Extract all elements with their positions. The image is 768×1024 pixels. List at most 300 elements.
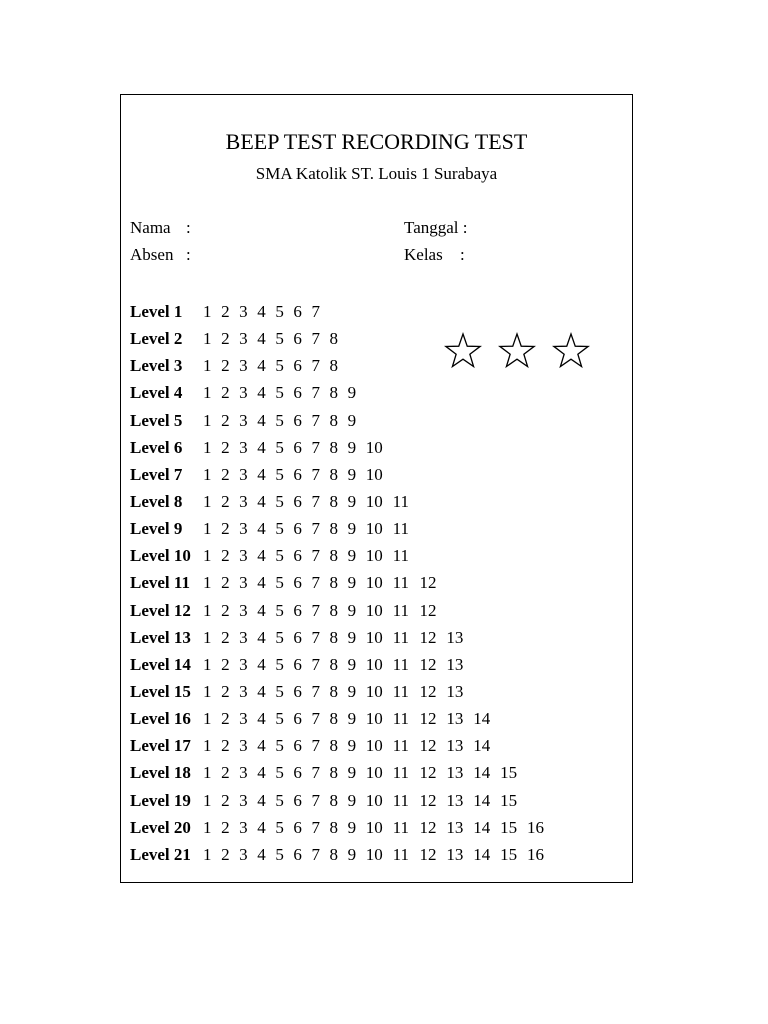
- recording-sheet: [120, 94, 633, 883]
- shuttle-number[interactable]: 8: [329, 763, 339, 783]
- shuttle-number[interactable]: 3: [239, 302, 248, 321]
- absen-label: Absen: [130, 245, 174, 264]
- level-label: Level 21: [130, 844, 191, 864]
- shuttle-number[interactable]: 11: [392, 573, 409, 593]
- shuttle-number[interactable]: 13: [446, 763, 464, 783]
- shuttle-number[interactable]: 4: [257, 383, 266, 403]
- shuttle-number[interactable]: 7: [311, 546, 320, 566]
- shuttle-number[interactable]: 2: [221, 844, 230, 864]
- shuttle-number[interactable]: 12: [419, 654, 437, 674]
- shuttle-number[interactable]: 12: [419, 736, 437, 756]
- shuttle-number[interactable]: 3: [239, 790, 248, 810]
- shuttle-number[interactable]: 4: [257, 763, 266, 783]
- level-label: Level 4: [130, 383, 183, 403]
- shuttle-number[interactable]: 10: [365, 464, 383, 484]
- shuttle-number[interactable]: 1: [203, 491, 212, 511]
- shuttle-number[interactable]: 6: [293, 491, 302, 511]
- level-row: [130, 515, 554, 542]
- shuttle-number[interactable]: 4: [257, 410, 266, 430]
- shuttle-number[interactable]: 5: [275, 519, 284, 539]
- shuttle-number[interactable]: 5: [275, 627, 284, 647]
- shuttle-number[interactable]: 11: [392, 519, 409, 539]
- shuttle-number[interactable]: 7: [311, 709, 320, 729]
- shuttle-number[interactable]: 8: [329, 383, 339, 403]
- shuttle-number[interactable]: 1: [203, 464, 212, 484]
- level-label: Level 15: [130, 681, 191, 701]
- shuttle-number[interactable]: 5: [275, 356, 284, 376]
- shuttle-number[interactable]: 4: [257, 600, 266, 620]
- shuttle-number[interactable]: 2: [221, 519, 230, 539]
- shuttle-number[interactable]: 6: [293, 546, 302, 566]
- shuttle-number[interactable]: 6: [293, 437, 302, 457]
- shuttle-number[interactable]: 8: [329, 600, 339, 620]
- tanggal-label: Tanggal: [404, 218, 459, 237]
- shuttle-number[interactable]: 10: [365, 600, 383, 620]
- absen-colon: :: [186, 245, 191, 264]
- shuttle-number[interactable]: 2: [221, 464, 230, 484]
- shuttle-number[interactable]: 2: [221, 302, 230, 321]
- shuttle-number[interactable]: 9: [347, 491, 357, 511]
- shuttle-number[interactable]: 2: [221, 600, 230, 620]
- star-outline-icon[interactable]: [551, 331, 591, 371]
- shuttle-number[interactable]: 9: [347, 383, 357, 403]
- shuttle-number[interactable]: 6: [293, 302, 302, 321]
- shuttle-number[interactable]: 4: [257, 709, 266, 729]
- shuttle-number[interactable]: 9: [347, 410, 357, 430]
- shuttle-number[interactable]: 2: [221, 573, 230, 593]
- shuttle-number[interactable]: 13: [446, 654, 464, 674]
- shuttle-number[interactable]: 9: [347, 817, 357, 837]
- shuttle-number[interactable]: 13: [446, 681, 464, 701]
- shuttle-number[interactable]: 7: [311, 654, 320, 674]
- star-outline-icon[interactable]: [443, 331, 483, 371]
- shuttle-number[interactable]: 1: [203, 519, 212, 539]
- shuttle-number[interactable]: 9: [347, 519, 357, 539]
- shuttle-number[interactable]: 1: [203, 383, 212, 403]
- shuttle-number[interactable]: 1: [203, 302, 212, 321]
- shuttle-number[interactable]: 5: [275, 464, 284, 484]
- shuttle-number[interactable]: 9: [347, 464, 357, 484]
- shuttle-number[interactable]: 3: [239, 573, 248, 593]
- shuttle-number[interactable]: 13: [446, 736, 464, 756]
- shuttle-number[interactable]: 11: [392, 654, 409, 674]
- shuttle-number[interactable]: 13: [446, 817, 464, 837]
- shuttle-number[interactable]: 8: [329, 573, 339, 593]
- level-label: Level 5: [130, 410, 183, 430]
- shuttle-number[interactable]: 8: [329, 546, 339, 566]
- star-rating: [443, 331, 591, 371]
- shuttle-number[interactable]: 6: [293, 600, 302, 620]
- shuttle-number[interactable]: 7: [311, 329, 320, 349]
- shuttle-number[interactable]: 6: [293, 573, 302, 593]
- shuttle-number[interactable]: 7: [311, 763, 320, 783]
- shuttle-number[interactable]: 9: [347, 709, 357, 729]
- shuttle-number[interactable]: 4: [257, 817, 266, 837]
- shuttle-number[interactable]: 1: [203, 410, 212, 430]
- shuttle-number[interactable]: 9: [347, 546, 357, 566]
- shuttle-number[interactable]: 8: [329, 736, 339, 756]
- shuttle-number[interactable]: 12: [419, 627, 437, 647]
- shuttle-number[interactable]: 1: [203, 790, 212, 810]
- shuttle-number[interactable]: 15: [500, 817, 518, 837]
- shuttle-number[interactable]: 5: [275, 329, 284, 349]
- shuttle-number[interactable]: 10: [365, 437, 383, 457]
- shuttle-number[interactable]: 10: [365, 709, 383, 729]
- shuttle-number[interactable]: 8: [329, 654, 339, 674]
- shuttle-number[interactable]: 11: [392, 600, 409, 620]
- shuttle-number[interactable]: 1: [203, 573, 212, 593]
- level-row: [130, 787, 554, 814]
- shuttle-number[interactable]: 1: [203, 356, 212, 376]
- shuttle-number[interactable]: 8: [329, 817, 339, 837]
- shuttle-number[interactable]: 3: [239, 736, 248, 756]
- shuttle-number[interactable]: 10: [365, 817, 383, 837]
- shuttle-number[interactable]: 14: [473, 817, 491, 837]
- shuttle-number[interactable]: 9: [347, 844, 357, 864]
- shuttle-number[interactable]: 16: [527, 844, 545, 864]
- shuttle-number[interactable]: 4: [257, 573, 266, 593]
- shuttle-number[interactable]: 10: [365, 519, 383, 539]
- level-list: [130, 298, 554, 868]
- shuttle-number[interactable]: 7: [311, 356, 320, 376]
- shuttle-number[interactable]: 5: [275, 600, 284, 620]
- shuttle-number[interactable]: 1: [203, 817, 212, 837]
- shuttle-number[interactable]: 7: [311, 573, 320, 593]
- shuttle-number[interactable]: 1: [203, 709, 212, 729]
- shuttle-number[interactable]: 12: [419, 681, 437, 701]
- shuttle-number[interactable]: 10: [365, 491, 383, 511]
- level-label: Level 2: [130, 329, 183, 349]
- level-row: [130, 542, 554, 569]
- shuttle-number[interactable]: 11: [392, 709, 409, 729]
- shuttle-number[interactable]: 3: [239, 383, 248, 403]
- shuttle-number[interactable]: 4: [257, 464, 266, 484]
- shuttle-number[interactable]: 2: [221, 410, 230, 430]
- shuttle-number[interactable]: 2: [221, 763, 230, 783]
- shuttle-number[interactable]: 8: [329, 356, 339, 376]
- shuttle-number[interactable]: 10: [365, 546, 383, 566]
- level-label: Level 6: [130, 437, 183, 457]
- shuttle-number[interactable]: 5: [275, 437, 284, 457]
- shuttle-number[interactable]: 14: [473, 709, 491, 729]
- nama-field: [130, 218, 191, 238]
- kelas-label: Kelas: [404, 245, 443, 264]
- shuttle-number[interactable]: 13: [446, 844, 464, 864]
- level-row: [130, 488, 554, 515]
- shuttle-number[interactable]: 4: [257, 519, 266, 539]
- shuttle-number[interactable]: 2: [221, 736, 230, 756]
- level-label: Level 12: [130, 600, 191, 620]
- shuttle-number[interactable]: 7: [311, 437, 320, 457]
- shuttle-number[interactable]: 14: [473, 736, 491, 756]
- shuttle-number[interactable]: 3: [239, 410, 248, 430]
- level-label: Level 3: [130, 356, 183, 376]
- shuttle-number[interactable]: 12: [419, 573, 437, 593]
- shuttle-number[interactable]: 3: [239, 763, 248, 783]
- shuttle-number[interactable]: 3: [239, 491, 248, 511]
- shuttle-number[interactable]: 12: [419, 817, 437, 837]
- shuttle-number[interactable]: 1: [203, 844, 212, 864]
- shuttle-number[interactable]: 6: [293, 654, 302, 674]
- shuttle-number[interactable]: 5: [275, 654, 284, 674]
- shuttle-number[interactable]: 10: [365, 790, 383, 810]
- shuttle-number[interactable]: 6: [293, 681, 302, 701]
- shuttle-number[interactable]: 3: [239, 627, 248, 647]
- shuttle-number[interactable]: 6: [293, 817, 302, 837]
- shuttle-number[interactable]: 2: [221, 654, 230, 674]
- shuttle-number[interactable]: 8: [329, 627, 339, 647]
- shuttle-number[interactable]: 9: [347, 654, 357, 674]
- level-label: Level 17: [130, 736, 191, 756]
- shuttle-number[interactable]: 5: [275, 790, 284, 810]
- shuttle-number[interactable]: 7: [311, 491, 320, 511]
- shuttle-number[interactable]: 10: [365, 736, 383, 756]
- shuttle-number[interactable]: 4: [257, 329, 266, 349]
- shuttle-number[interactable]: 12: [419, 790, 437, 810]
- shuttle-number[interactable]: 3: [239, 681, 248, 701]
- shuttle-number[interactable]: 8: [329, 464, 339, 484]
- shuttle-number[interactable]: 3: [239, 654, 248, 674]
- shuttle-number[interactable]: 6: [293, 464, 302, 484]
- absen-field: [130, 245, 191, 265]
- shuttle-number[interactable]: 12: [419, 709, 437, 729]
- shuttle-number[interactable]: 15: [500, 790, 518, 810]
- level-row: [130, 379, 554, 406]
- level-row: [130, 732, 554, 759]
- level-label: Level 11: [130, 573, 190, 593]
- shuttle-number[interactable]: 6: [293, 763, 302, 783]
- level-row: [130, 651, 554, 678]
- shuttle-number[interactable]: 7: [311, 410, 320, 430]
- shuttle-number[interactable]: 2: [221, 546, 230, 566]
- shuttle-number[interactable]: 5: [275, 546, 284, 566]
- shuttle-number[interactable]: 10: [365, 681, 383, 701]
- shuttle-number[interactable]: 4: [257, 491, 266, 511]
- level-label: Level 8: [130, 491, 183, 511]
- shuttle-number[interactable]: 7: [311, 464, 320, 484]
- shuttle-number[interactable]: 9: [347, 437, 357, 457]
- shuttle-number[interactable]: 12: [419, 763, 437, 783]
- shuttle-number[interactable]: 4: [257, 302, 266, 321]
- shuttle-number[interactable]: 1: [203, 763, 212, 783]
- shuttle-number[interactable]: 11: [392, 627, 409, 647]
- level-row: [130, 814, 554, 841]
- shuttle-number[interactable]: 4: [257, 654, 266, 674]
- shuttle-number[interactable]: 3: [239, 437, 248, 457]
- shuttle-number[interactable]: 3: [239, 356, 248, 376]
- level-label: Level 14: [130, 654, 191, 674]
- level-label: Level 10: [130, 546, 191, 566]
- shuttle-number[interactable]: 8: [329, 519, 339, 539]
- shuttle-number[interactable]: 9: [347, 763, 357, 783]
- shuttle-number[interactable]: 7: [311, 627, 320, 647]
- shuttle-number[interactable]: 12: [419, 844, 437, 864]
- shuttle-number[interactable]: 1: [203, 654, 212, 674]
- shuttle-number[interactable]: 12: [419, 600, 437, 620]
- shuttle-number[interactable]: 2: [221, 383, 230, 403]
- shuttle-number[interactable]: 9: [347, 600, 357, 620]
- shuttle-number[interactable]: 1: [203, 546, 212, 566]
- shuttle-number[interactable]: 8: [329, 437, 339, 457]
- level-row: [130, 407, 554, 434]
- shuttle-number[interactable]: 1: [203, 600, 212, 620]
- shuttle-number[interactable]: 5: [275, 491, 284, 511]
- shuttle-number[interactable]: 11: [392, 763, 409, 783]
- shuttle-number[interactable]: 2: [221, 437, 230, 457]
- shuttle-number[interactable]: 6: [293, 383, 302, 403]
- shuttle-number[interactable]: 5: [275, 736, 284, 756]
- shuttle-number[interactable]: 4: [257, 844, 266, 864]
- shuttle-number[interactable]: 7: [311, 302, 320, 321]
- shuttle-number[interactable]: 9: [347, 627, 357, 647]
- shuttle-number[interactable]: 2: [221, 329, 230, 349]
- shuttle-number[interactable]: 10: [365, 654, 383, 674]
- shuttle-number[interactable]: 11: [392, 736, 409, 756]
- shuttle-number[interactable]: 3: [239, 817, 248, 837]
- shuttle-number[interactable]: 5: [275, 681, 284, 701]
- shuttle-number[interactable]: 1: [203, 329, 212, 349]
- shuttle-number[interactable]: 16: [527, 817, 545, 837]
- shuttle-number[interactable]: 8: [329, 491, 339, 511]
- shuttle-number[interactable]: 13: [446, 709, 464, 729]
- shuttle-number[interactable]: 7: [311, 817, 320, 837]
- nama-label: Nama: [130, 218, 171, 237]
- shuttle-number[interactable]: 4: [257, 356, 266, 376]
- level-label: Level 7: [130, 464, 183, 484]
- level-label: Level 19: [130, 790, 191, 810]
- shuttle-number[interactable]: 2: [221, 709, 230, 729]
- shuttle-number[interactable]: 11: [392, 546, 409, 566]
- shuttle-number[interactable]: 4: [257, 681, 266, 701]
- shuttle-number[interactable]: 5: [275, 817, 284, 837]
- shuttle-number[interactable]: 9: [347, 736, 357, 756]
- level-row: [130, 569, 554, 596]
- level-row: [130, 461, 554, 488]
- shuttle-number[interactable]: 8: [329, 410, 339, 430]
- shuttle-number[interactable]: 7: [311, 600, 320, 620]
- shuttle-number[interactable]: 8: [329, 709, 339, 729]
- level-row: [130, 705, 554, 732]
- shuttle-number[interactable]: 10: [365, 763, 383, 783]
- shuttle-number[interactable]: 14: [473, 844, 491, 864]
- shuttle-number[interactable]: 2: [221, 491, 230, 511]
- shuttle-number[interactable]: 1: [203, 627, 212, 647]
- tanggal-colon: :: [462, 218, 468, 237]
- level-row: [130, 678, 554, 705]
- shuttle-number[interactable]: 7: [311, 790, 320, 810]
- shuttle-number[interactable]: 8: [329, 681, 339, 701]
- shuttle-number[interactable]: 5: [275, 573, 284, 593]
- shuttle-number[interactable]: 15: [500, 844, 518, 864]
- shuttle-number[interactable]: 5: [275, 383, 284, 403]
- shuttle-number[interactable]: 3: [239, 600, 248, 620]
- shuttle-number[interactable]: 2: [221, 817, 230, 837]
- shuttle-number[interactable]: 6: [293, 709, 302, 729]
- shuttle-number[interactable]: 15: [500, 763, 518, 783]
- shuttle-number[interactable]: 8: [329, 790, 339, 810]
- shuttle-number[interactable]: 5: [275, 844, 284, 864]
- shuttle-number[interactable]: 3: [239, 519, 248, 539]
- shuttle-number[interactable]: 6: [293, 790, 302, 810]
- shuttle-number[interactable]: 7: [311, 844, 320, 864]
- shuttle-number[interactable]: 7: [311, 519, 320, 539]
- shuttle-number[interactable]: 8: [329, 329, 339, 349]
- shuttle-number[interactable]: 6: [293, 844, 302, 864]
- shuttle-number[interactable]: 3: [239, 464, 248, 484]
- level-label: Level 9: [130, 519, 183, 539]
- shuttle-number[interactable]: 9: [347, 681, 357, 701]
- shuttle-number[interactable]: 4: [257, 627, 266, 647]
- shuttle-number[interactable]: 7: [311, 383, 320, 403]
- shuttle-number[interactable]: 11: [392, 491, 409, 511]
- shuttle-number[interactable]: 11: [392, 790, 409, 810]
- shuttle-number[interactable]: 5: [275, 709, 284, 729]
- shuttle-number[interactable]: 2: [221, 356, 230, 376]
- shuttle-number[interactable]: 7: [311, 736, 320, 756]
- shuttle-number[interactable]: 11: [392, 681, 409, 701]
- shuttle-number[interactable]: 6: [293, 329, 302, 349]
- shuttle-number[interactable]: 10: [365, 627, 383, 647]
- shuttle-number[interactable]: 2: [221, 627, 230, 647]
- shuttle-number[interactable]: 2: [221, 790, 230, 810]
- shuttle-number[interactable]: 5: [275, 410, 284, 430]
- shuttle-number[interactable]: 3: [239, 546, 248, 566]
- school-name: SMA Katolik ST. Louis 1 Surabaya: [255, 164, 498, 183]
- shuttle-number[interactable]: 3: [239, 844, 248, 864]
- shuttle-number[interactable]: 5: [275, 763, 284, 783]
- shuttle-number[interactable]: 4: [257, 790, 266, 810]
- shuttle-number[interactable]: 4: [257, 546, 266, 566]
- shuttle-number[interactable]: 13: [446, 790, 464, 810]
- kelas-colon: :: [460, 245, 465, 264]
- shuttle-number[interactable]: 6: [293, 519, 302, 539]
- level-row: [130, 298, 554, 325]
- shuttle-number[interactable]: 9: [347, 790, 357, 810]
- level-label: Level 20: [130, 817, 191, 837]
- shuttle-number[interactable]: 4: [257, 736, 266, 756]
- star-outline-icon[interactable]: [497, 331, 537, 371]
- shuttle-number[interactable]: 1: [203, 681, 212, 701]
- shuttle-number[interactable]: 4: [257, 437, 266, 457]
- level-label: Level 16: [130, 709, 191, 729]
- shuttle-number[interactable]: 3: [239, 709, 248, 729]
- shuttle-number[interactable]: 6: [293, 410, 302, 430]
- level-row: [130, 624, 554, 651]
- shuttle-number[interactable]: 8: [329, 844, 339, 864]
- shuttle-number[interactable]: 3: [239, 329, 248, 349]
- shuttle-number[interactable]: 6: [293, 627, 302, 647]
- shuttle-number[interactable]: 6: [293, 736, 302, 756]
- shuttle-number[interactable]: 13: [446, 627, 464, 647]
- shuttle-number[interactable]: 10: [365, 573, 383, 593]
- shuttle-number[interactable]: 14: [473, 790, 491, 810]
- shuttle-number[interactable]: 10: [365, 844, 383, 864]
- shuttle-number[interactable]: 9: [347, 573, 357, 593]
- shuttle-number[interactable]: 11: [392, 817, 409, 837]
- level-row: [130, 597, 554, 624]
- tanggal-field: [404, 218, 468, 238]
- shuttle-number[interactable]: 5: [275, 302, 284, 321]
- level-label: Level 18: [130, 763, 191, 783]
- level-row: [130, 841, 554, 868]
- shuttle-number[interactable]: 1: [203, 437, 212, 457]
- shuttle-number[interactable]: 2: [221, 681, 230, 701]
- shuttle-number[interactable]: 1: [203, 736, 212, 756]
- shuttle-number[interactable]: 14: [473, 763, 491, 783]
- shuttle-number[interactable]: 11: [392, 844, 409, 864]
- shuttle-number[interactable]: 7: [311, 681, 320, 701]
- shuttle-number[interactable]: 6: [293, 356, 302, 376]
